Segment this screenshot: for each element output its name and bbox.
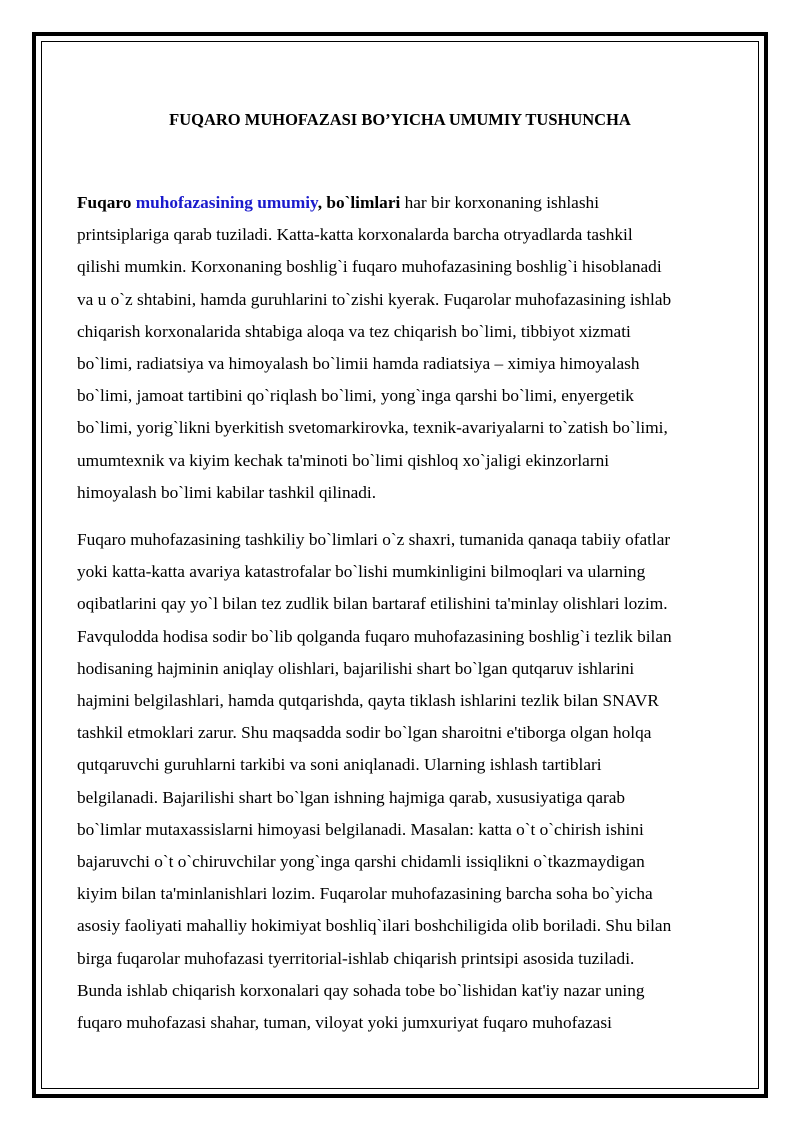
text-line: qutqaruvchi guruhlarni tarkibi va soni aniqlanadi. Ularning ishlash tartiblari — [77, 755, 602, 775]
text-line: himoyalash bo`limi kabilar tashkil qilinadi. — [77, 482, 377, 502]
document-body — [77, 187, 727, 1039]
text-line: oqibatlarini qay yo`l bilan tez zudlik bilan bartaraf etilishini ta'minlay olishlari lozim. — [77, 594, 668, 614]
text-line: bo`limi, jamoat tartibini qo`riqlash bo`limi, yong`inga qarshi bo`limi, enyergetik — [77, 386, 634, 406]
text-line: Favqulodda hodisa sodir bo`lib qolganda fuqaro muhofazasining boshlig`i tezlik bilan — [77, 626, 672, 646]
paragraph-1-first-line — [77, 187, 727, 219]
text-line: Fuqaro muhofazasining tashkiliy bo`limlari o`z shaxri, tumanida qanaqa tabiiy ofatlar — [77, 530, 671, 550]
text-line: kiyim bilan ta'minlanishlari lozim. Fuqarolar muhofazasining barcha soha bo`yicha — [77, 884, 653, 904]
text-line: hodisaning hajminin aniqlay olishlari, bajarilishi shart bo`lgan qutqaruv ishlarini — [77, 658, 635, 678]
text-line: bo`limi, radiatsiya va himoyalash bo`limii hamda radiatsiya – ximiya himoyalash — [77, 354, 640, 374]
text-line: belgilanadi. Bajarilishi shart bo`lgan ishning hajmiga qarab, xususiyatiga qarab — [77, 787, 626, 807]
text-line: birga fuqarolar muhofazasi tyerritorial-ishlab chiqarish printsipi asosida tuziladi. — [77, 948, 635, 968]
text-line: qilishi mumkin. Korxonaning boshlig`i fuqaro muhofazasining boshlig`i hisoblanadi — [77, 257, 662, 277]
text-line: hajmini belgilashlari, hamda qutqarishda, qayta tiklash ishlarini tezlik bilan SNAVR — [77, 691, 659, 711]
text-line: bajaruvchi o`t o`chiruvchilar yong`inga qarshi chidamli issiqlikni o`tkazmaydigan — [77, 852, 645, 872]
lead-bold-text-2: , bo`limlari — [317, 193, 401, 212]
hyperlink-text[interactable]: muhofazasining umumiy — [135, 193, 318, 212]
lead-bold-text: Fuqaro — [77, 193, 136, 212]
text-line: Bunda ishlab chiqarish korxonalari qay sohada tobe bo`lishidan kat'iy nazar uning — [77, 980, 645, 1000]
text-line: tashkil etmoklari zarur. Shu maqsadda sodir bo`lgan sharoitni e'tiborga olgan holqa — [77, 723, 652, 743]
document-title: FUQARO MUHOFAZASI BO’YICHA UMUMIY TUSHUNCHA — [169, 110, 631, 129]
text-line: fuqaro muhofazasi shahar, tuman, viloyat yoki jumxuriyat fuqaro muhofazasi — [77, 1013, 612, 1033]
lead-rest-text: har bir korxonaning ishlashi — [400, 193, 599, 212]
text-line: printsiplariga qarab tuziladi. Katta-katta korxonalarda barcha otryadlarda tashkil — [77, 225, 633, 245]
text-line: va u o`z shtabini, hamda guruhlarini to`zishi kyerak. Fuqarolar muhofazasining ishlab — [77, 289, 672, 309]
paragraph-2 — [77, 524, 727, 1039]
text-line: bo`limi, yorig`likni byerkitish svetomarkirovka, texnik-avariyalarni to`zatish bo`limi, — [77, 418, 668, 438]
text-line: yoki katta-katta avariya katastrofalar bo`lishi mumkinligini bilmoqlari va ularning — [77, 562, 646, 582]
text-line: bo`limlar mutaxassislarni himoyasi belgilanadi. Masalan: katta o`t o`chirish ishini — [77, 819, 644, 839]
text-line: asosiy faoliyati mahalliy hokimiyat boshliq`ilari boshchiligida olib boriladi. Shu bilan — [77, 916, 672, 936]
text-line: chiqarish korxonalarida shtabiga aloqa va tez chiqarish bo`limi, tibbiyot xizmati — [77, 321, 631, 341]
paragraph-1 — [77, 187, 727, 509]
text-line: umumtexnik va kiyim kechak ta'minoti bo`limi qishloq xo`jaligi ekinzorlarni — [77, 450, 610, 470]
